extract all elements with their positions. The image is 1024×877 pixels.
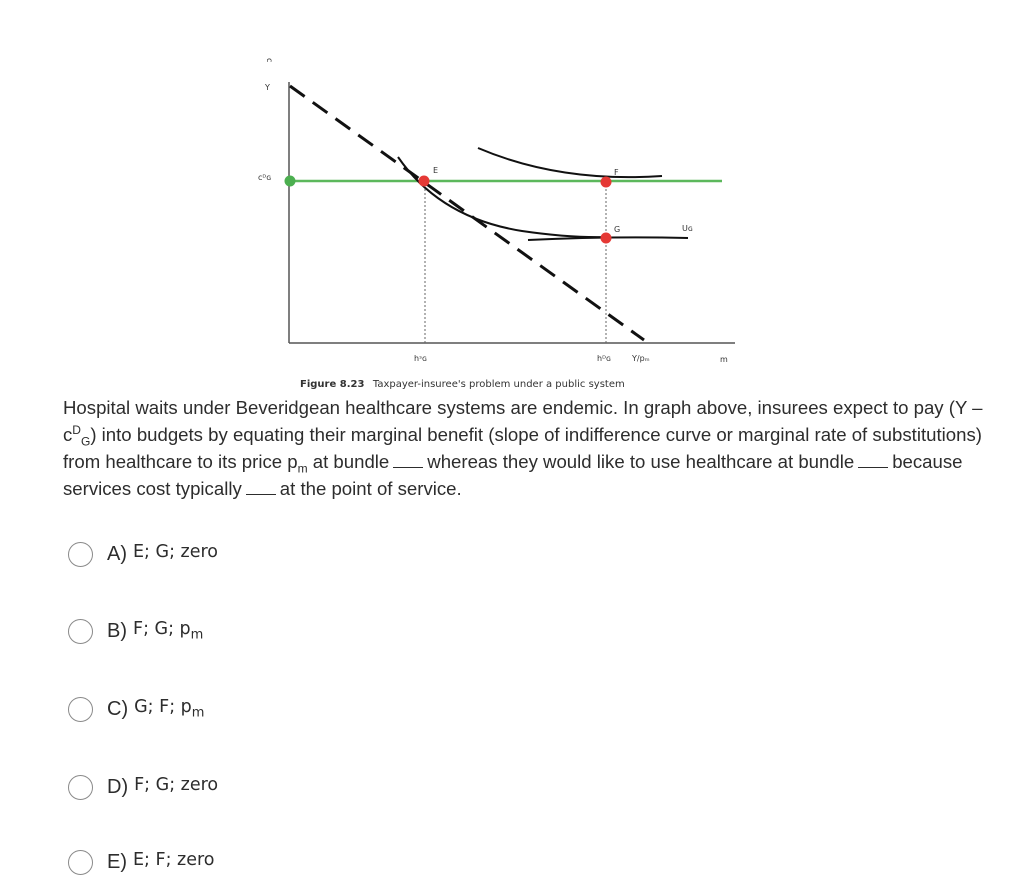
question-part4: whereas they would like to use healthcare at bundle (427, 451, 855, 472)
option-text (133, 619, 203, 643)
blank-2 (858, 453, 888, 468)
option-text-sub: m (191, 705, 205, 721)
label-ug: Uɢ (682, 224, 693, 233)
option-text (134, 775, 218, 799)
question-part2: ) into budgets by equating their marginal benefit (slope of indifference curve or marginal rate of substitutions) from healthcare to its price p (63, 424, 982, 472)
blank-3 (246, 480, 276, 495)
question-text (63, 394, 993, 502)
question-part6: at the point of service. (279, 478, 462, 499)
question-sup-d: D (72, 422, 81, 437)
option-letter: A) (107, 542, 127, 565)
label-g: G (614, 225, 621, 234)
label-f: F (614, 168, 619, 177)
indifference-curve-middle (398, 157, 606, 237)
option-text-main: F; G; p (133, 619, 191, 640)
point-g (601, 233, 612, 244)
option-text-main: E; F; zero (133, 850, 215, 871)
point-cdg (285, 176, 296, 187)
blank-1 (393, 453, 423, 468)
option-letter: D) (107, 775, 129, 798)
budget-line (290, 86, 644, 340)
option-d[interactable] (68, 772, 218, 802)
question-part5: because services cost typically (63, 451, 963, 499)
question-part1: Hospital waits under Beveridgean healthcare systems are endemic. In graph above, insurees expect to pay (Y – c (63, 397, 983, 445)
option-text-main: F; G; zero (134, 775, 219, 796)
option-text-main: G; F; p (134, 697, 192, 718)
caption-title: Taxpayer-insuree's problem under a public system (372, 379, 625, 390)
label-c-axis: c (265, 58, 274, 63)
economics-figure (0, 0, 1024, 395)
point-f (601, 177, 612, 188)
caption-figure-number: Figure 8.23 (300, 379, 365, 390)
label-y: Y (265, 83, 270, 92)
label-hdg: hᴰɢ (597, 354, 611, 363)
question-sub-g: G (80, 434, 91, 449)
option-text (134, 697, 204, 721)
point-e (419, 176, 430, 187)
option-text (133, 850, 215, 874)
option-text-sub: m (190, 627, 204, 643)
question-sub-m: m (297, 461, 308, 476)
option-b[interactable] (68, 616, 203, 646)
option-c[interactable] (68, 694, 204, 724)
radio-button[interactable] (68, 775, 93, 800)
figure-caption (300, 374, 625, 391)
option-letter: E) (107, 850, 127, 873)
question-part3: at bundle (307, 451, 390, 472)
label-cdg: cᴰɢ (258, 173, 272, 182)
option-letter: C) (107, 697, 129, 720)
label-m-axis: m (720, 355, 728, 364)
label-e: E (433, 166, 439, 175)
option-a[interactable] (68, 539, 218, 569)
indifference-curve-upper (478, 148, 662, 177)
option-e[interactable] (68, 847, 215, 877)
option-letter: B) (107, 619, 127, 642)
label-hsg: hˢɢ (414, 354, 428, 363)
radio-button[interactable] (68, 697, 93, 722)
radio-button[interactable] (68, 619, 93, 644)
option-text (133, 542, 218, 566)
option-text-main: E; G; zero (133, 542, 219, 563)
label-y-pm: Y/pₘ (632, 354, 650, 363)
radio-button[interactable] (68, 542, 93, 567)
